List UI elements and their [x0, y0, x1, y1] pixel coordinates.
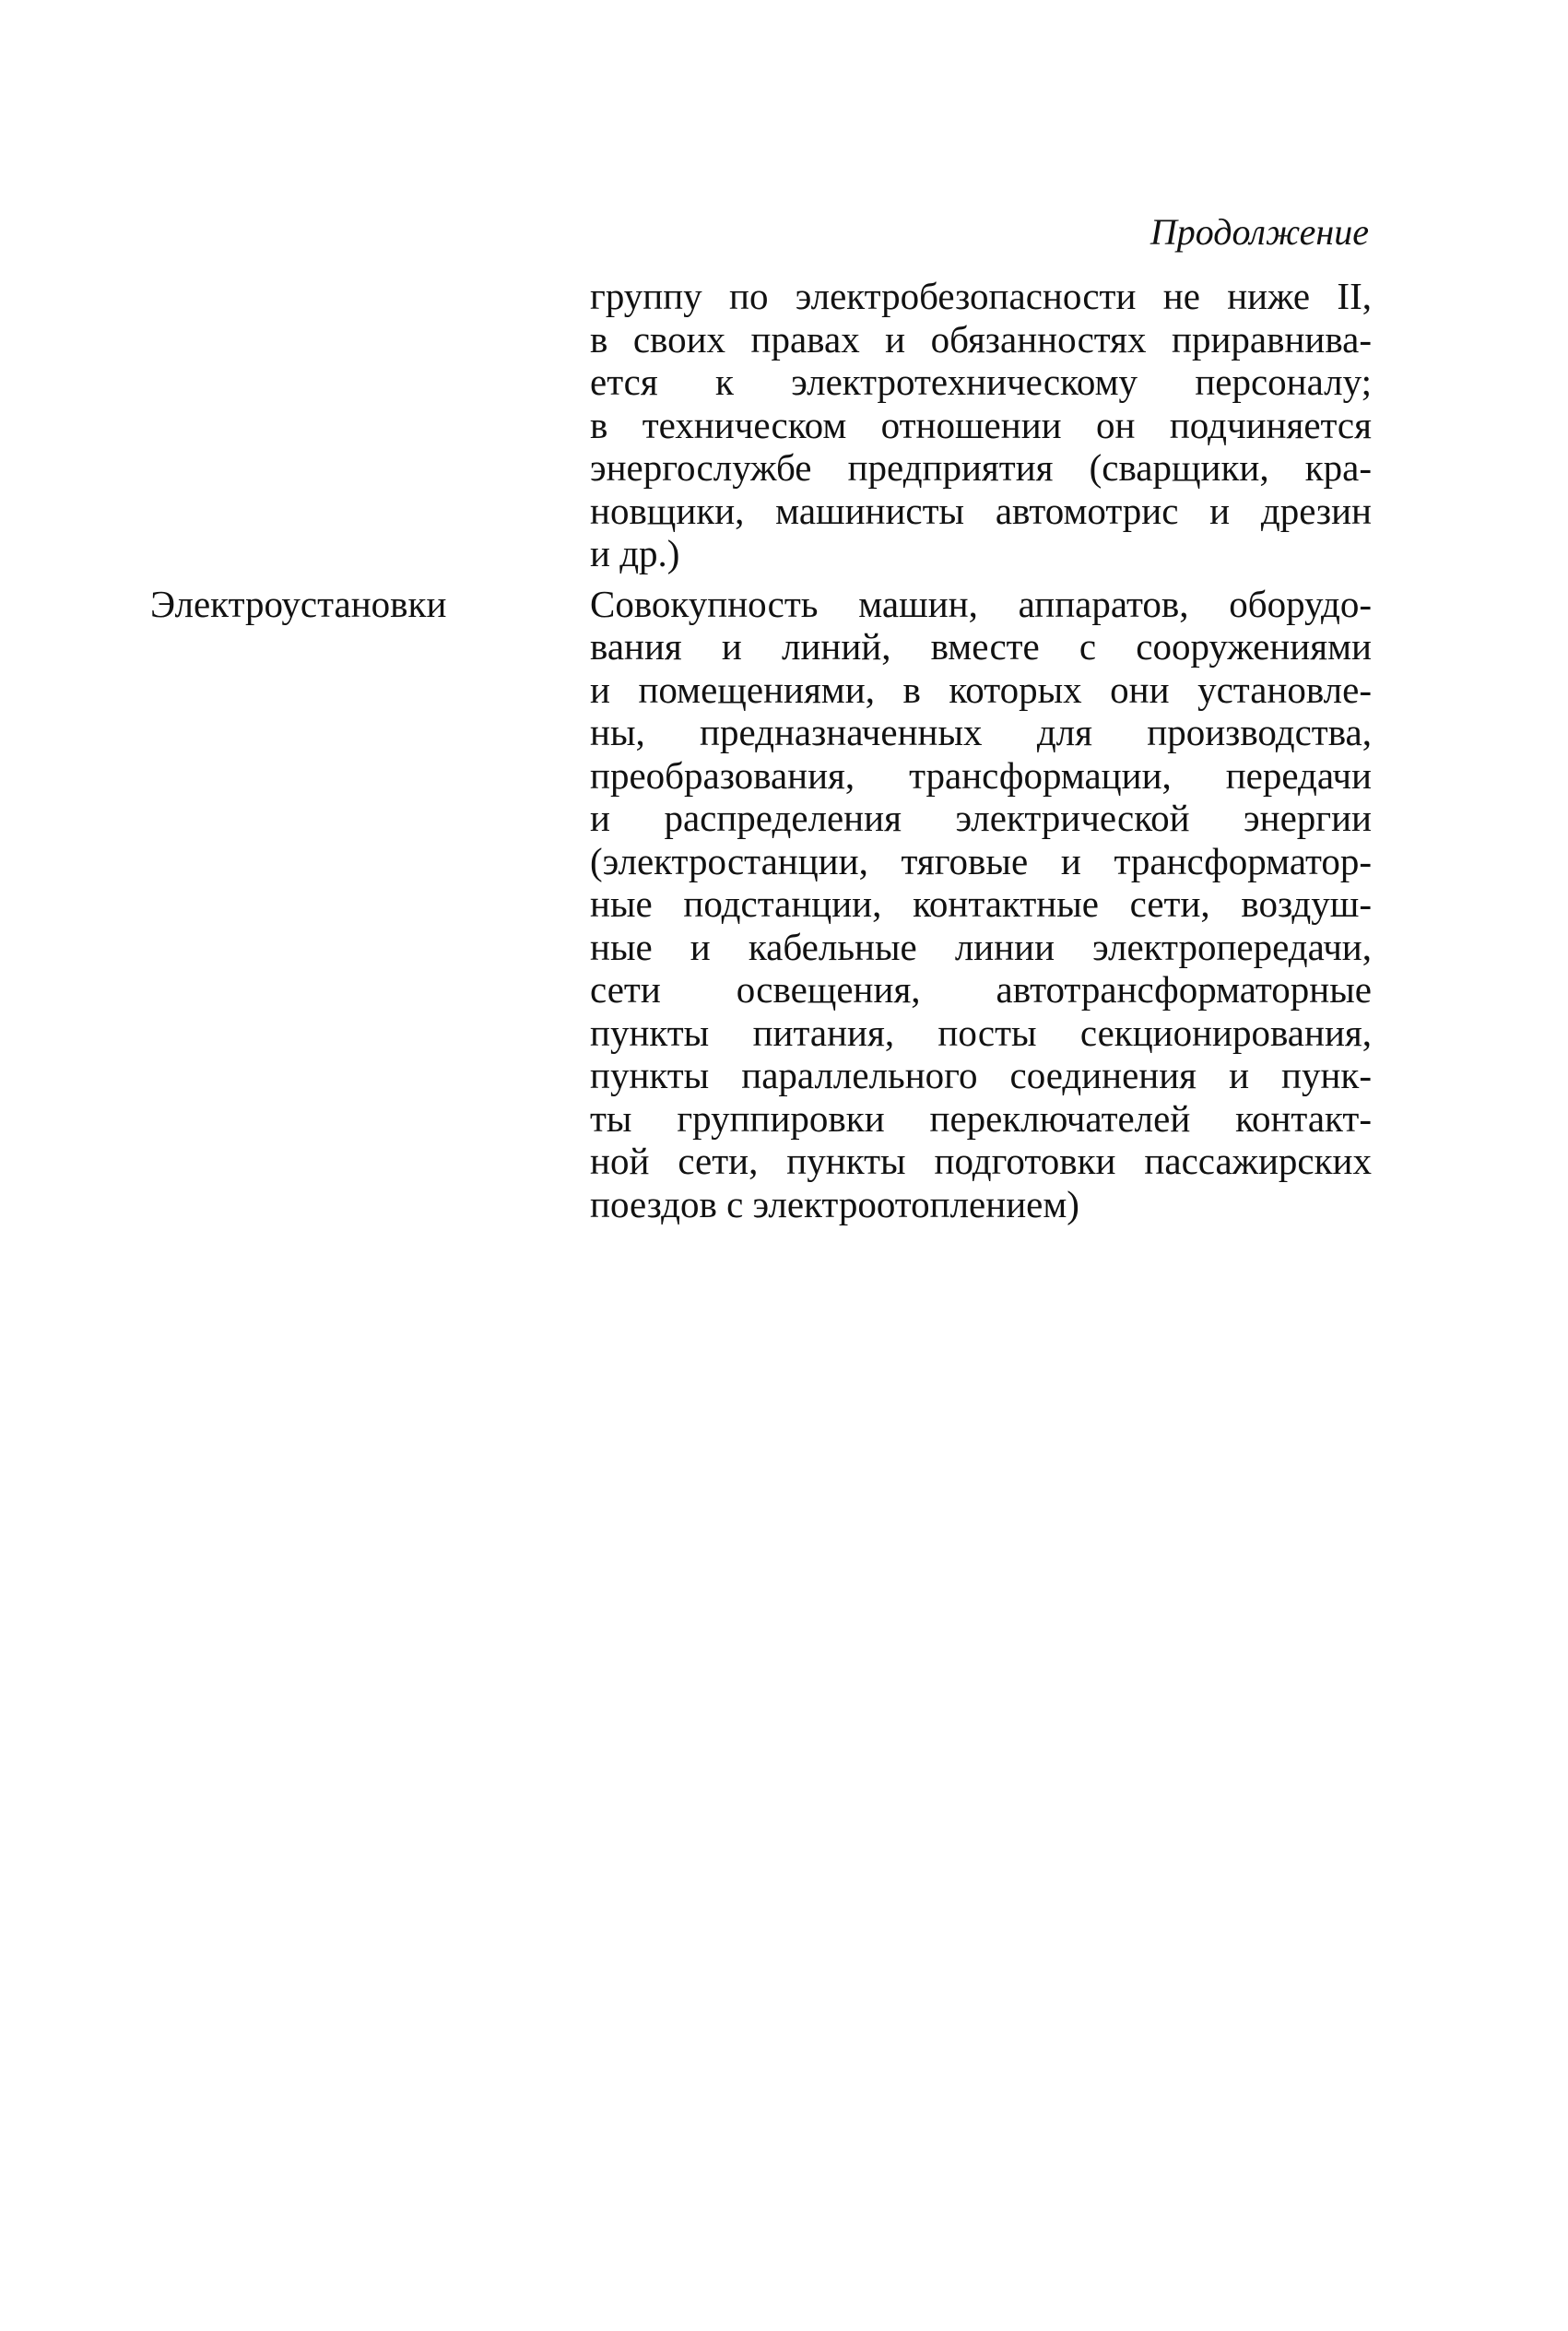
continuation-label: Продолжение: [1149, 211, 1369, 253]
definition-line: сети освещения, автотрансформаторные: [590, 968, 1372, 1011]
definition-line: и др.): [590, 532, 680, 574]
definition-line: ется к электротехническому персоналу;: [590, 361, 1372, 403]
definition-line: группу по электробезопасности не ниже II,: [590, 275, 1372, 317]
glossary-row-electrical-installations: [0, 583, 1568, 1226]
definition-line: ные и кабельные линии электропередачи,: [590, 925, 1372, 968]
definition-line: (электростанции, тяговые и трансформатор-: [590, 839, 1372, 882]
definition-line: преобразования, трансформации, передачи: [590, 753, 1372, 797]
definition-line: ные подстанции, контактные сети, воздуш-: [590, 882, 1372, 925]
definition-line: Совокупность машин, аппаратов, оборудо-: [590, 582, 1372, 625]
glossary-table: [0, 275, 1568, 1225]
definition-line: новщики, машинисты автомотрис и дрезин: [590, 489, 1372, 532]
definition-line: поездов с электроотоплением): [590, 1182, 1079, 1225]
definition-line: пункты питания, посты секционирования,: [590, 1011, 1372, 1054]
definition-line: пункты параллельного соединения и пунк-: [590, 1054, 1372, 1096]
definition-cell: [590, 583, 1372, 1226]
term-cell: Электроустановки: [150, 582, 447, 625]
definition-line: в своих правах и обязанностях приравнива-: [590, 317, 1372, 361]
definition-line: ной сети, пункты подготовки пассажирских: [590, 1140, 1372, 1182]
definition-line: и распределения электрической энергии: [590, 797, 1372, 839]
definition-line: ты группировки переключателей контакт-: [590, 1096, 1372, 1140]
definition-cell: [590, 275, 1372, 575]
definition-line: вания и линий, вместе с сооружениями: [590, 625, 1372, 668]
definition-line: в техническом отношении он подчиняется: [590, 403, 1372, 446]
glossary-row-continued: [0, 275, 1568, 575]
definition-line: энергослужбе предприятия (сварщики, кра-: [590, 446, 1372, 489]
definition-line: и помещениями, в которых они установле-: [590, 668, 1372, 711]
definition-line: ны, предназначенных для производства,: [590, 711, 1372, 753]
